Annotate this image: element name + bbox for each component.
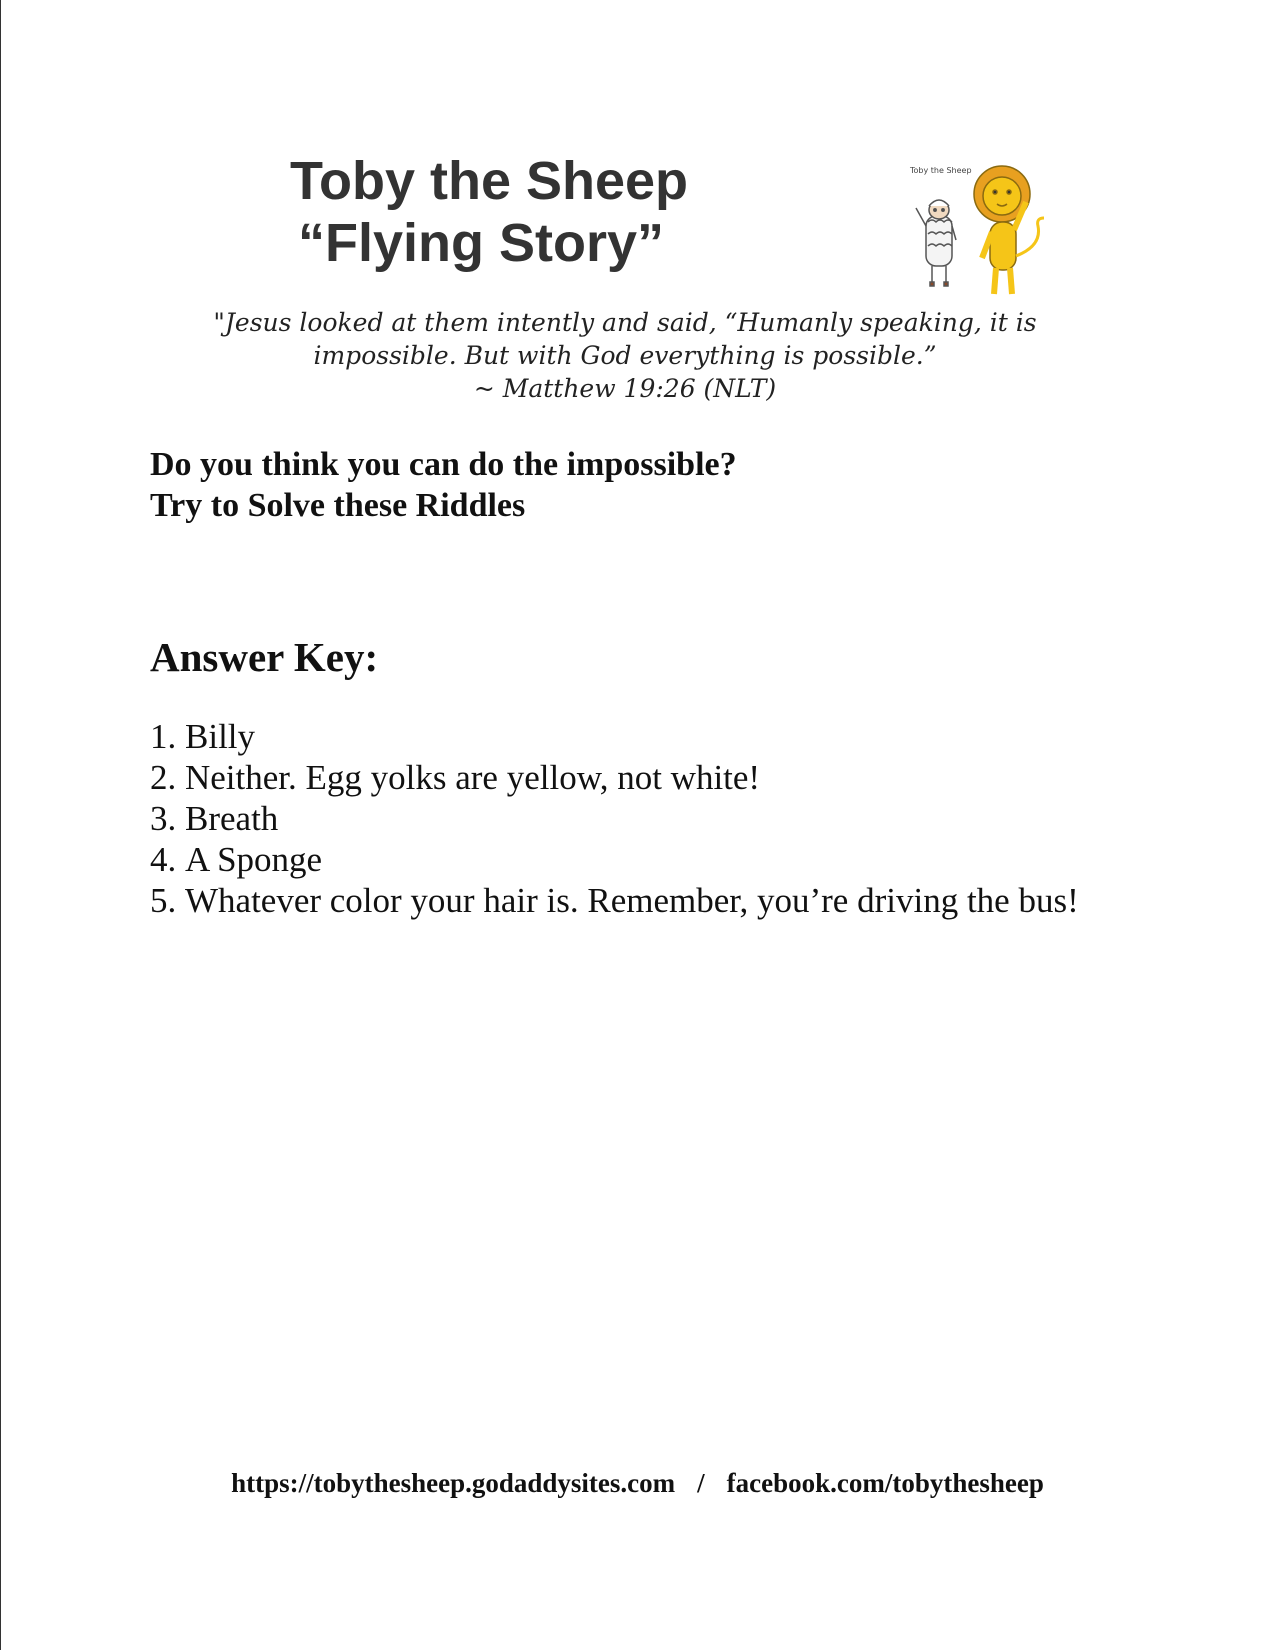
- quote-line-2: impossible. But with God everything is possible.”: [313, 341, 937, 370]
- answer-text: A Sponge: [185, 840, 323, 879]
- footer-separator: /: [697, 1468, 705, 1498]
- page-subtitle: “Flying Story”: [298, 213, 665, 273]
- answer-text: Breath: [185, 799, 279, 838]
- answer-number: 1.: [150, 717, 177, 756]
- toby-logo: [900, 160, 1060, 310]
- scripture-quote: [150, 306, 1100, 405]
- page-title: Toby the Sheep: [290, 151, 689, 211]
- website-link[interactable]: https://tobythesheep.godaddysites.com: [231, 1468, 676, 1498]
- list-item: [150, 839, 1080, 880]
- answer-key-heading: Answer Key:: [150, 634, 379, 680]
- answer-number: 2.: [150, 758, 177, 797]
- facebook-link[interactable]: facebook.com/tobythesheep: [726, 1468, 1044, 1498]
- answer-text: Whatever color your hair is. Remember, you’re driving the bus!: [185, 881, 1079, 920]
- quote-citation: ~ Matthew 19:26 (NLT): [473, 374, 777, 403]
- prompt-line-1: Do you think you can do the impossible?: [150, 446, 737, 483]
- quote-line-1: "Jesus looked at them intently and said, “Humanly speaking, it is: [213, 308, 1037, 337]
- prompt-line-2: Try to Solve these Riddles: [150, 487, 526, 524]
- answer-number: 5.: [150, 881, 177, 920]
- answer-text: Billy: [185, 717, 256, 756]
- list-item: [150, 880, 1080, 921]
- title-block: [290, 150, 850, 274]
- riddle-prompt: [150, 444, 1050, 526]
- answer-number: 3.: [150, 799, 177, 838]
- sheep-and-lion-icon: [900, 160, 1060, 310]
- sheep-icon: [916, 200, 956, 286]
- footer: [0, 1466, 1275, 1500]
- list-item: [150, 757, 1080, 798]
- page-edge: [0, 0, 1, 1650]
- lion-icon: [974, 166, 1044, 294]
- logo-caption: Toby the Sheep: [910, 166, 972, 175]
- answer-list: [150, 716, 1080, 921]
- answer-text: Neither. Egg yolks are yellow, not white!: [185, 758, 761, 797]
- list-item: [150, 798, 1080, 839]
- answer-number: 4.: [150, 840, 177, 879]
- list-item: [150, 716, 1080, 757]
